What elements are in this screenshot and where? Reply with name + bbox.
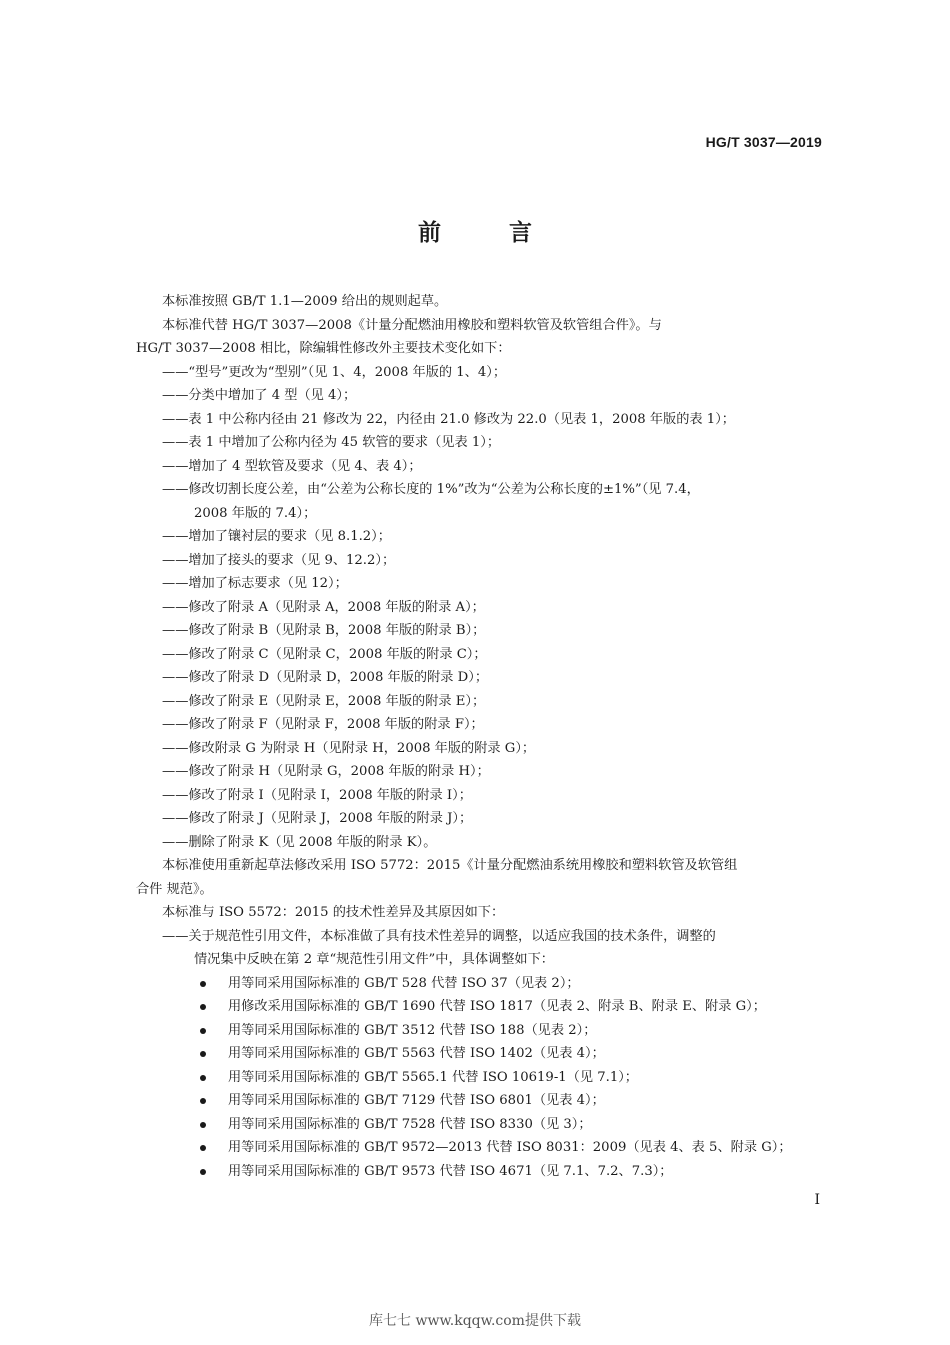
list-item-continuation: 2008 年版的 7.4）； [194, 505, 317, 521]
bullet-item: 用等同采用国际标准的 GB/T 528 代替 ISO 37（见表 2）； [162, 972, 826, 996]
list-item: ——修改了附录 I（见附录 I，2008 年版的附录 I）； [162, 787, 472, 803]
paragraph-differences: 本标准与 ISO 5572：2015 的技术性差异及其原因如下： [162, 905, 505, 920]
bullet-item: 用等同采用国际标准的 GB/T 5565.1 代替 ISO 10619-1（见 7.1）； [162, 1066, 826, 1090]
bullet-icon [200, 981, 206, 987]
bullet-icon [200, 1145, 206, 1151]
page-number: I [814, 1192, 820, 1208]
list-item: ——“型号”更改为“型别”（见 1、4，2008 年版的 1、4）； [162, 364, 507, 380]
bullet-item: 用修改采用国际标准的 GB/T 1690 代替 ISO 1817（见表 2、附录 B、附录 E、附录 G）； [162, 995, 826, 1019]
list-item: ——增加了镶衬层的要求（见 8.1.2）； [162, 529, 391, 544]
list-item-continuation: 情况集中反映在第 2 章“规范性引用文件”中，具体调整如下： [194, 952, 554, 967]
list-item: ——增加了标志要求（见 12）； [162, 576, 348, 591]
list-item: ——分类中增加了 4 型（见 4）； [162, 388, 357, 403]
list-item: ——修改了附录 C（见附录 C，2008 年版的附录 C）； [162, 646, 487, 662]
bullet-icon [200, 1028, 206, 1034]
bullet-item: 用等同采用国际标准的 GB/T 3512 代替 ISO 188（见表 2）； [162, 1019, 826, 1043]
list-item: ——关于规范性引用文件，本标准做了具有技术性差异的调整，以适应我国的技术条件，调整的 [162, 928, 716, 944]
list-item: ——修改了附录 D（见附录 D，2008 年版的附录 D）； [162, 670, 489, 685]
list-item: ——修改了附录 E（见附录 E，2008 年版的附录 E）； [162, 693, 486, 709]
bullet-icon [200, 1075, 206, 1081]
bullet-icon [200, 1098, 206, 1104]
bullet-item: 用等同采用国际标准的 GB/T 7528 代替 ISO 8330（见 3）； [162, 1113, 826, 1137]
list-item: ——修改了附录 B（见附录 B，2008 年版的附录 B）； [162, 623, 486, 638]
paragraph-replaces-line2: HG/T 3037—2008 相比，除编辑性修改外主要技术变化如下： [136, 341, 511, 356]
bullet-icon [200, 1004, 206, 1010]
paragraph-adoption-line2: 合件 规范》。 [136, 881, 213, 897]
bullet-icon [200, 1122, 206, 1128]
list-item: ——删除了附录 K（见 2008 年版的附录 K）。 [162, 834, 437, 850]
list-item: ——增加了 4 型软管及要求（见 4、表 4）； [162, 458, 422, 474]
bullet-item: 用等同采用国际标准的 GB/T 9573 代替 ISO 4671（见 7.1、7.2、7.3）； [162, 1160, 826, 1184]
list-item: ——表 1 中增加了公称内径为 45 软管的要求（见表 1）； [162, 435, 501, 450]
list-item: ——修改了附录 H（见附录 G，2008 年版的附录 H）； [162, 764, 490, 779]
bullet-item: 用等同采用国际标准的 GB/T 5563 代替 ISO 1402（见表 4）； [162, 1042, 826, 1066]
foreword-body [136, 290, 826, 1183]
technical-changes-list [162, 361, 826, 855]
paragraph-adoption-line1: 本标准使用重新起草法修改采用 ISO 5772：2015《计量分配燃油系统用橡胶和塑料软管及软管组 [162, 858, 738, 873]
list-item: ——修改切割长度公差，由“公差为公称长度的 1%”改为“公差为公称长度的±1%”（见 7.4， [162, 482, 700, 497]
download-footer: 库七七 www.kqqw.com提供下载 [369, 1313, 581, 1329]
bullet-icon [200, 1169, 206, 1175]
document-code: HG/T 3037—2019 [705, 134, 822, 150]
list-item: ——表 1 中公称内径由 21 修改为 22，内径由 21.0 修改为 22.0（见表 1，2008 年版的表 1）； [162, 411, 735, 427]
paragraph-drafting-rule: 本标准按照 GB/T 1.1—2009 给出的规则起草。 [162, 294, 448, 309]
list-item: ——修改附录 G 为附录 H（见附录 H，2008 年版的附录 G）； [162, 740, 536, 756]
bullet-item: 用等同采用国际标准的 GB/T 9572—2013 代替 ISO 8031：2009（见表 4、表 5、附录 G）； [162, 1136, 826, 1160]
paragraph-replaces-line1: 本标准代替 HG/T 3037—2008《计量分配燃油用橡胶和塑料软管及软管组合件》。与 [162, 317, 662, 333]
list-item: ——增加了接头的要求（见 9、12.2）； [162, 552, 396, 568]
bullet-item: 用等同采用国际标准的 GB/T 7129 代替 ISO 6801（见表 4）； [162, 1089, 826, 1113]
reference-adjustments-list [162, 972, 826, 1184]
bullet-icon [200, 1051, 206, 1057]
list-item: ——修改了附录 F（见附录 F，2008 年版的附录 F）； [162, 717, 484, 732]
page-title: 前 言 [417, 220, 562, 246]
list-item: ——修改了附录 A（见附录 A，2008 年版的附录 A）； [162, 599, 485, 615]
list-item: ——修改了附录 J（见附录 J，2008 年版的附录 J）； [162, 811, 473, 826]
